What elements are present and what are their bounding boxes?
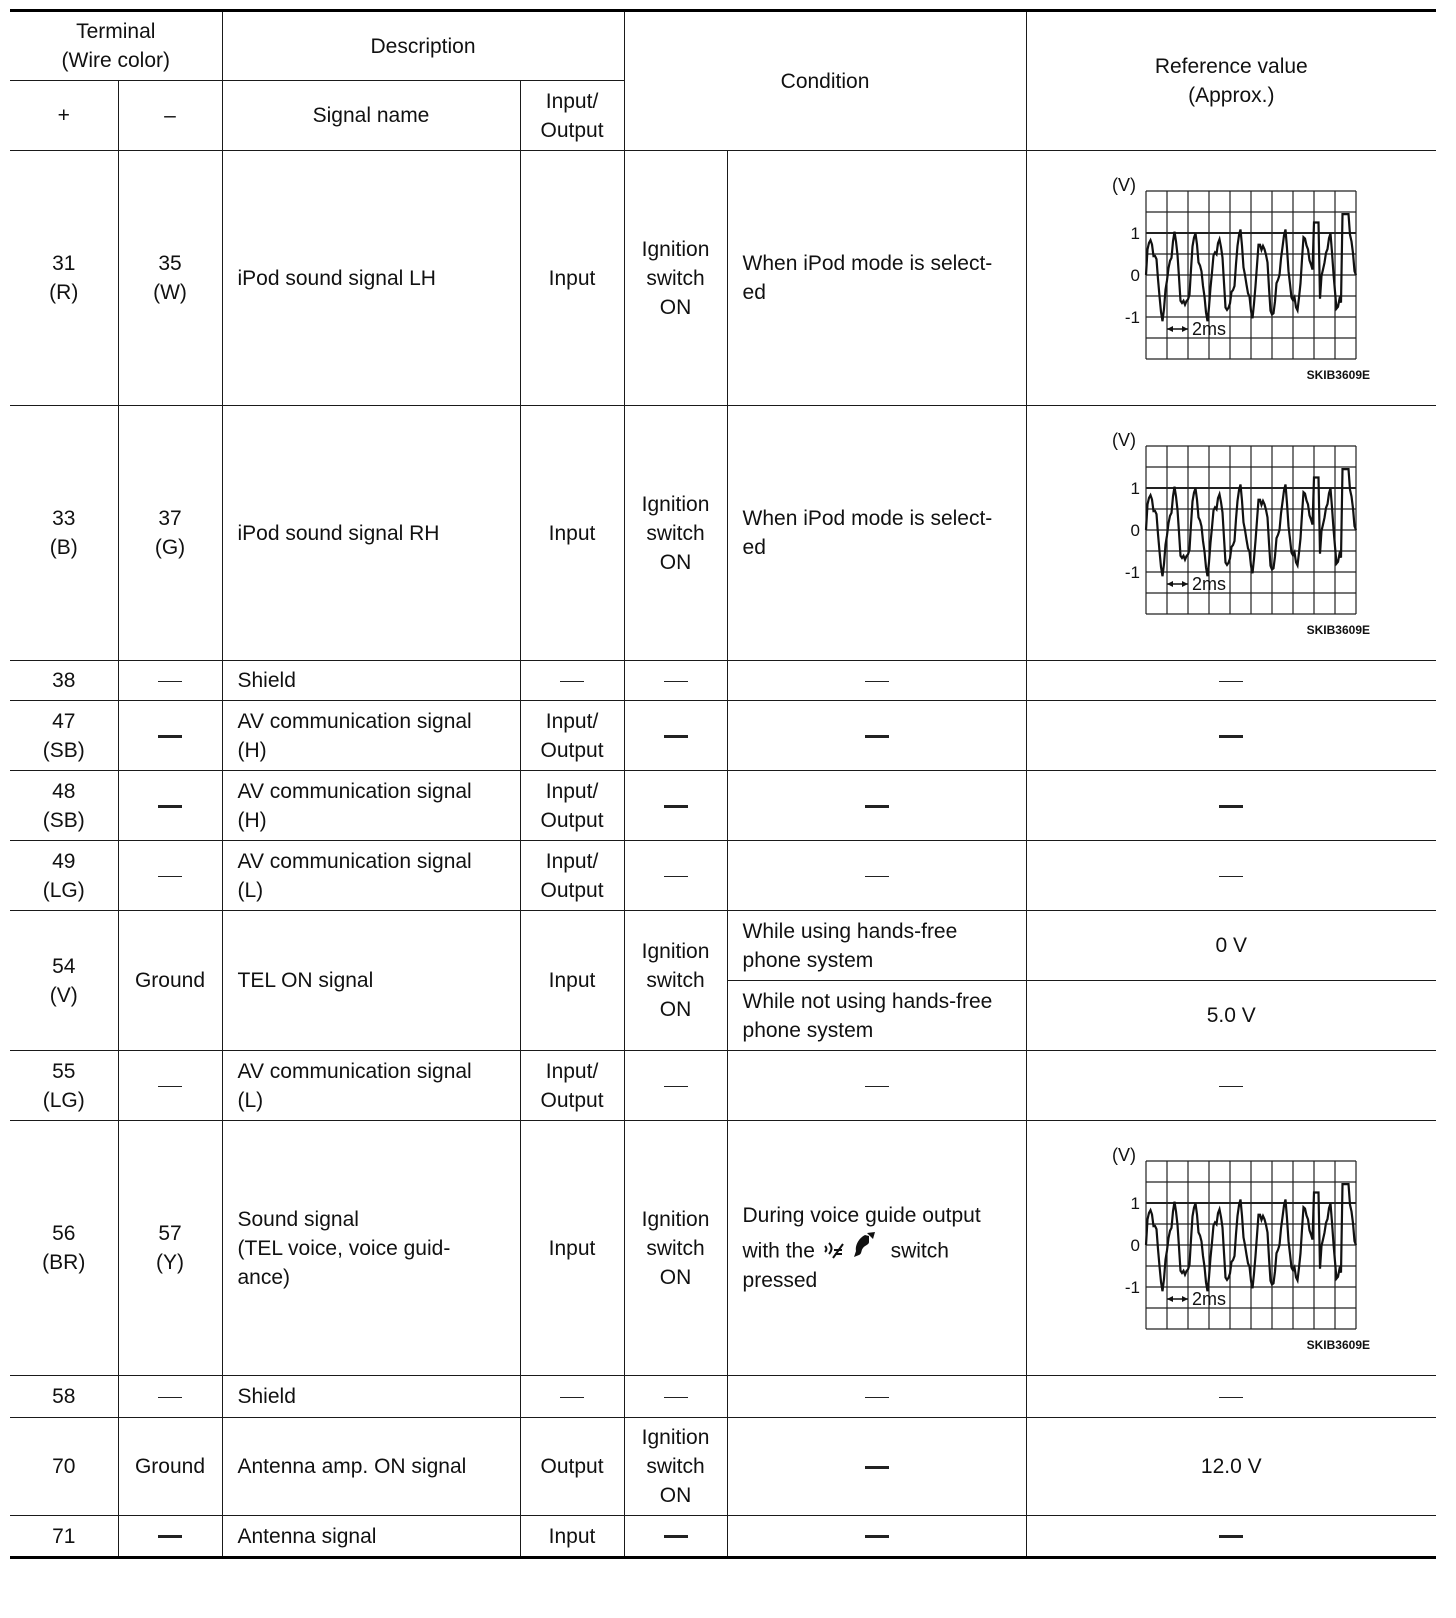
dash <box>865 1397 889 1399</box>
header-reference: Reference value (Approx.) <box>1026 11 1436 151</box>
waveform-y-tick: 0 <box>1130 520 1141 540</box>
waveform-y-tick: -1 <box>1125 307 1141 327</box>
terminal-plus: 33 (B) <box>10 406 118 661</box>
condition-detail <box>727 1418 1026 1516</box>
terminal-minus: 35 (W) <box>118 151 222 406</box>
terminal-minus: Ground <box>118 1418 222 1516</box>
condition-state: Ignition switch ON <box>624 1418 727 1516</box>
reference-value: 12.0 V <box>1026 1418 1436 1516</box>
signal-name: Shield <box>222 1376 520 1418</box>
header-terminal: Terminal (Wire color) <box>10 11 222 81</box>
terminal-plus: 47 (SB) <box>10 701 118 771</box>
dash <box>664 1397 688 1399</box>
table-row <box>10 661 1436 701</box>
terminal-minus <box>118 1376 222 1418</box>
signal-name: AV communication signal (L) <box>222 841 520 911</box>
dash <box>158 1535 182 1538</box>
waveform-grid <box>1146 446 1356 614</box>
dash <box>158 735 182 738</box>
io-type <box>520 661 624 701</box>
condition-state <box>624 1051 727 1121</box>
table-row <box>10 1051 1436 1121</box>
dash <box>664 681 688 683</box>
condition-detail: When iPod mode is select- ed <box>727 406 1026 661</box>
waveform-svg <box>1086 171 1376 386</box>
io-type: Input/ Output <box>520 1051 624 1121</box>
terminal-minus <box>118 661 222 701</box>
io-type: Output <box>520 1418 624 1516</box>
time-division-label: 2ms <box>1192 318 1227 339</box>
table-row <box>10 911 1436 981</box>
dash <box>158 805 182 808</box>
signal-name: Antenna amp. ON signal <box>222 1418 520 1516</box>
terminal-plus: 58 <box>10 1376 118 1418</box>
condition-line: During voice guide output <box>742 1204 981 1227</box>
waveform-chart <box>1027 171 1437 386</box>
terminal-minus <box>118 1051 222 1121</box>
waveform-y-tick: 0 <box>1130 265 1141 285</box>
terminal-minus <box>118 1516 222 1558</box>
reference-value: 0 V <box>1026 911 1436 981</box>
io-type: Input <box>520 911 624 1051</box>
table-row <box>10 1376 1436 1418</box>
signal-name: TEL ON signal <box>222 911 520 1051</box>
table-row <box>10 151 1436 406</box>
dash <box>865 1086 889 1088</box>
terminal-minus <box>118 841 222 911</box>
header-minus: – <box>118 81 222 151</box>
signal-name: iPod sound signal LH <box>222 151 520 406</box>
waveform-chart <box>1027 426 1437 641</box>
condition-state: Ignition switch ON <box>624 151 727 406</box>
condition-detail <box>727 661 1026 701</box>
condition-text: with the <box>742 1239 815 1263</box>
reference-value <box>1026 406 1436 661</box>
waveform-y-tick: 0 <box>1130 1235 1141 1255</box>
dash <box>865 1535 889 1538</box>
condition-state: Ignition switch ON <box>624 911 727 1051</box>
dash <box>1219 805 1243 808</box>
condition-state <box>624 661 727 701</box>
waveform-y-tick: -1 <box>1125 562 1141 582</box>
terminal-plus: 38 <box>10 661 118 701</box>
waveform-chart <box>1027 1141 1437 1356</box>
dash <box>1219 1397 1243 1399</box>
terminal-reference-table <box>10 9 1436 1559</box>
waveform-unit-label: (V) <box>1112 174 1137 195</box>
io-type: Input <box>520 151 624 406</box>
table-row <box>10 771 1436 841</box>
signal-name: AV communication signal (L) <box>222 1051 520 1121</box>
figure-code: SKIB3609E <box>1306 622 1371 637</box>
condition-detail: When iPod mode is select- ed <box>727 151 1026 406</box>
terminal-plus: 31 (R) <box>10 151 118 406</box>
condition-detail <box>727 841 1026 911</box>
waveform-y-tick: -1 <box>1125 1277 1141 1297</box>
condition-detail: While using hands-free phone system <box>727 911 1026 981</box>
io-type: Input/ Output <box>520 841 624 911</box>
condition-state <box>624 771 727 841</box>
condition-detail: While not using hands-free phone system <box>727 981 1026 1051</box>
condition-detail <box>727 1051 1026 1121</box>
dash <box>158 1086 182 1088</box>
dash <box>865 735 889 738</box>
header-plus: + <box>10 81 118 151</box>
waveform-y-tick: 1 <box>1130 478 1141 498</box>
time-division-label: 2ms <box>1192 573 1227 594</box>
condition-state <box>624 1376 727 1418</box>
time-division-label: 2ms <box>1192 1288 1227 1309</box>
io-type: Input <box>520 406 624 661</box>
dash <box>158 681 182 683</box>
reference-value <box>1026 1376 1436 1418</box>
table-row <box>10 841 1436 911</box>
dash <box>865 1466 889 1469</box>
terminal-plus: 48 (SB) <box>10 771 118 841</box>
reference-value <box>1026 1051 1436 1121</box>
condition-state <box>624 701 727 771</box>
terminal-plus: 54 (V) <box>10 911 118 1051</box>
condition-detail <box>727 1121 1026 1376</box>
dash <box>158 876 182 878</box>
terminal-plus: 70 <box>10 1418 118 1516</box>
reference-value: 5.0 V <box>1026 981 1436 1051</box>
signal-name: Shield <box>222 661 520 701</box>
header-condition: Condition <box>624 11 1026 151</box>
figure-code: SKIB3609E <box>1306 1337 1371 1352</box>
signal-name: AV communication signal (H) <box>222 701 520 771</box>
header-io: Input/ Output <box>520 81 624 151</box>
dash <box>664 805 688 808</box>
dash <box>1219 1535 1243 1538</box>
table-row <box>10 1121 1436 1376</box>
terminal-minus: 57 (Y) <box>118 1121 222 1376</box>
reference-value <box>1026 701 1436 771</box>
condition-state: Ignition switch ON <box>624 406 727 661</box>
signal-name: Sound signal (TEL voice, voice guid- ance) <box>222 1121 520 1376</box>
waveform-svg <box>1086 1141 1376 1356</box>
condition-state: Ignition switch ON <box>624 1121 727 1376</box>
terminal-plus: 71 <box>10 1516 118 1558</box>
dash <box>1219 876 1243 878</box>
dash <box>865 876 889 878</box>
waveform-grid <box>1146 1161 1356 1329</box>
io-type <box>520 1376 624 1418</box>
header-signal-name: Signal name <box>222 81 520 151</box>
hands-free-phone-switch-icon <box>821 1230 885 1274</box>
reference-value <box>1026 1516 1436 1558</box>
condition-state <box>624 1516 727 1558</box>
waveform-y-tick: 1 <box>1130 1193 1141 1213</box>
dash <box>1219 735 1243 738</box>
signal-name: Antenna signal <box>222 1516 520 1558</box>
terminal-plus: 56 (BR) <box>10 1121 118 1376</box>
terminal-minus <box>118 701 222 771</box>
dash <box>865 805 889 808</box>
dash <box>560 1397 584 1399</box>
terminal-plus: 49 (LG) <box>10 841 118 911</box>
waveform-unit-label: (V) <box>1112 429 1137 450</box>
table-row <box>10 1516 1436 1558</box>
dash <box>664 1086 688 1088</box>
io-type: Input/ Output <box>520 771 624 841</box>
reference-value <box>1026 841 1436 911</box>
dash <box>664 735 688 738</box>
dash <box>158 1397 182 1399</box>
condition-detail <box>727 701 1026 771</box>
reference-value <box>1026 151 1436 406</box>
signal-name: iPod sound signal RH <box>222 406 520 661</box>
condition-line: pressed <box>742 1269 818 1292</box>
table-row <box>10 406 1436 661</box>
waveform-y-tick: 1 <box>1130 223 1141 243</box>
condition-detail <box>727 1376 1026 1418</box>
dash <box>865 681 889 683</box>
condition-line <box>743 1230 1026 1266</box>
dash <box>1219 681 1243 683</box>
table-row <box>10 1418 1436 1516</box>
io-type: Input <box>520 1121 624 1376</box>
waveform-grid <box>1146 191 1356 359</box>
condition-detail <box>727 771 1026 841</box>
reference-value <box>1026 771 1436 841</box>
dash <box>664 876 688 878</box>
table-row <box>10 701 1436 771</box>
waveform-svg <box>1086 426 1376 641</box>
reference-value <box>1026 1121 1436 1376</box>
dash <box>1219 1086 1243 1088</box>
waveform-unit-label: (V) <box>1112 1144 1137 1165</box>
dash <box>560 681 584 683</box>
header-description: Description <box>222 11 624 81</box>
condition-text: switch <box>890 1239 949 1263</box>
terminal-plus: 55 (LG) <box>10 1051 118 1121</box>
condition-state <box>624 841 727 911</box>
terminal-minus <box>118 771 222 841</box>
terminal-minus: 37 (G) <box>118 406 222 661</box>
io-type: Input/ Output <box>520 701 624 771</box>
terminal-minus: Ground <box>118 911 222 1051</box>
figure-code: SKIB3609E <box>1306 367 1371 382</box>
io-type: Input <box>520 1516 624 1558</box>
dash <box>664 1535 688 1538</box>
reference-value <box>1026 661 1436 701</box>
signal-name: AV communication signal (H) <box>222 771 520 841</box>
condition-detail <box>727 1516 1026 1558</box>
